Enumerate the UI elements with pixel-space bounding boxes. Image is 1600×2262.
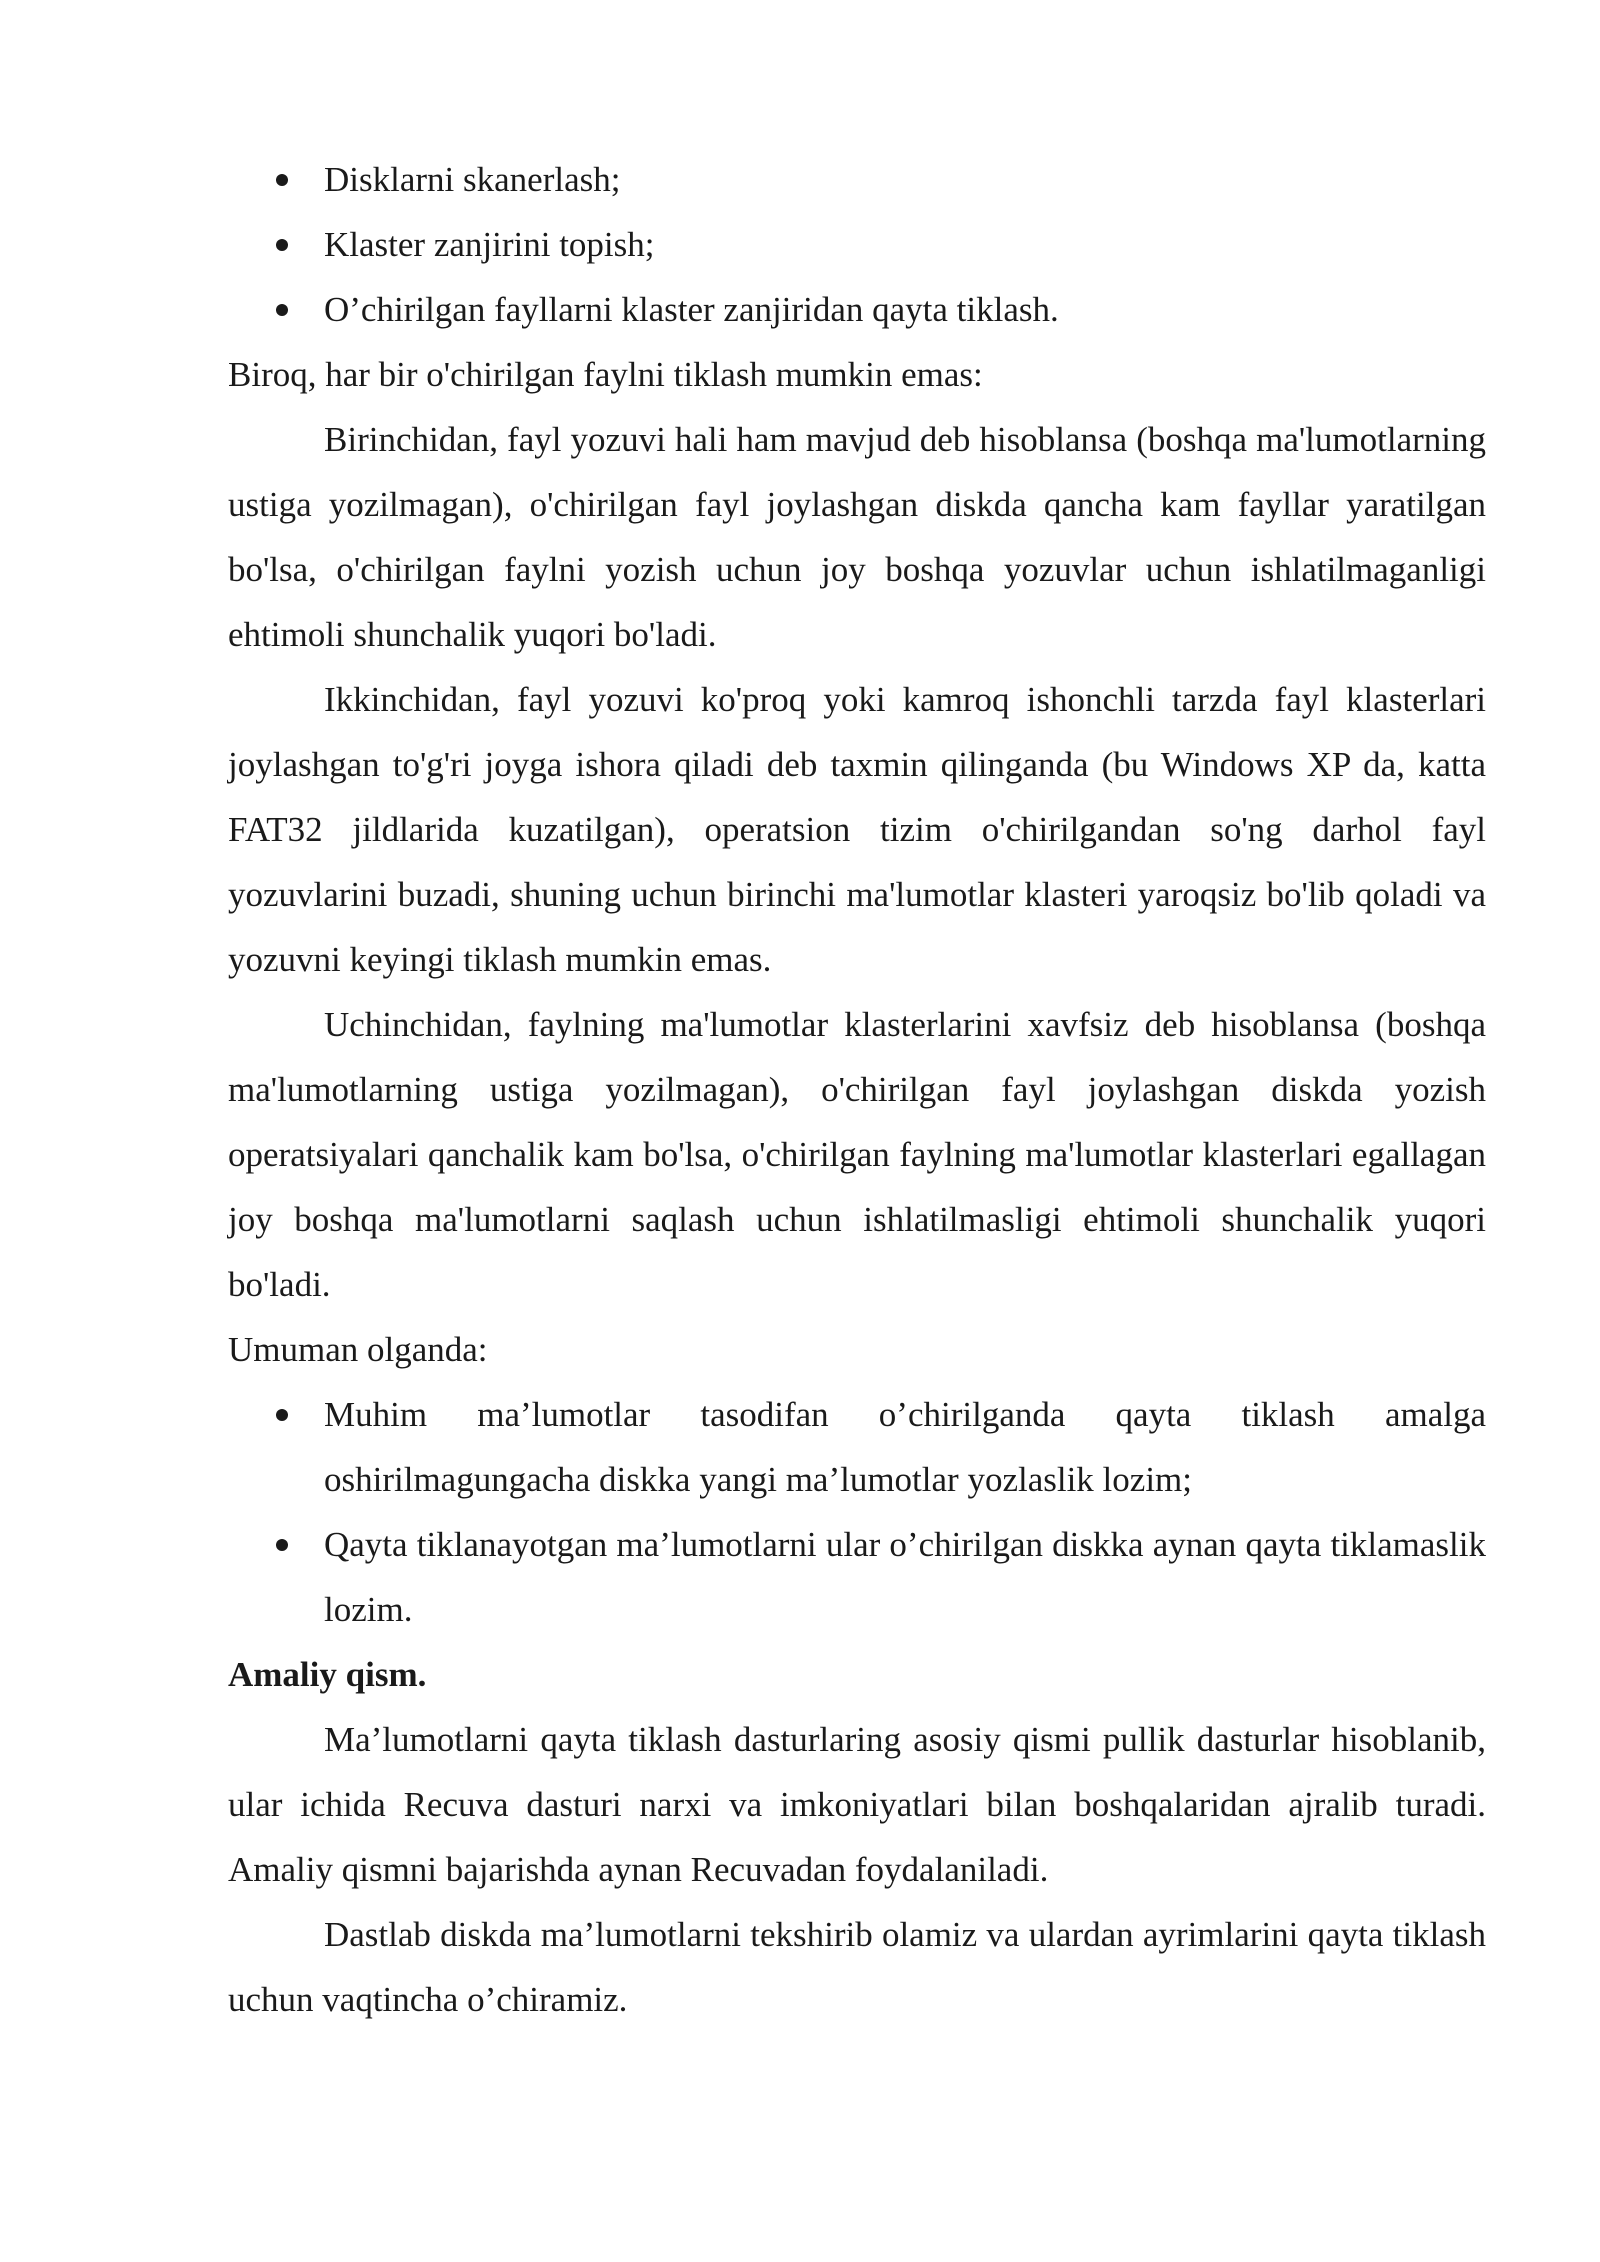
bullet-icon bbox=[276, 1539, 288, 1551]
paragraph-uchinchidan: Uchinchidan, faylning ma'lumotlar klasterlarini xavfsiz deb hisoblansa (boshqa ma'lumotlarning ustiga yozilmagan), o'chirilgan fayl joylashgan diskda yozish operatsiyalari qanchalik kam bo'lsa, o'chirilgan faylning ma'lumotlar klasterlari egallagan joy boshqa ma'lumotlarni saqlash uchun ishlatilmasligi ehtimoli shunchalik yuqori bo'ladi. bbox=[228, 1005, 1486, 1304]
list-item-text: Qayta tiklanayotgan ma’lumotlarni ular o’chirilgan diskka aynan qayta tiklamaslik lozim. bbox=[324, 1525, 1486, 1629]
paragraph-umuman: Umuman olganda: bbox=[228, 1330, 488, 1369]
list-item-text: Muhim ma’lumotlar tasodifan o’chirilganda qayta tiklash amalga oshirilmagungacha diskka yangi ma’lumotlar yozlaslik lozim; bbox=[324, 1395, 1486, 1499]
section-heading: Amaliy qism. bbox=[228, 1655, 427, 1694]
recovery-steps-list bbox=[228, 147, 1486, 342]
paragraph-biroq: Biroq, har bir o'chirilgan faylni tiklash mumkin emas: bbox=[228, 355, 983, 394]
list-item bbox=[324, 212, 1486, 277]
paragraph-dastlab: Dastlab diskda ma’lumotlarni tekshirib olamiz va ulardan ayrimlarini qayta tiklash uchun vaqtincha o’chiramiz. bbox=[228, 1915, 1486, 2019]
document-body bbox=[228, 147, 1486, 2032]
bullet-icon bbox=[276, 239, 288, 251]
recommendations-list bbox=[228, 1382, 1486, 1642]
list-item-text: O’chirilgan fayllarni klaster zanjiridan qayta tiklash. bbox=[324, 290, 1059, 329]
bullet-icon bbox=[276, 1409, 288, 1421]
list-item bbox=[324, 147, 1486, 212]
bullet-icon bbox=[276, 174, 288, 186]
list-item-text: Disklarni skanerlash; bbox=[324, 160, 621, 199]
list-item-text: Klaster zanjirini topish; bbox=[324, 225, 655, 264]
list-item bbox=[324, 1382, 1486, 1512]
paragraph-malumotlarni: Ma’lumotlarni qayta tiklash dasturlaring asosiy qismi pullik dasturlar hisoblanib, ular ichida Recuva dasturi narxi va imkoniyatlari bilan boshqalaridan ajralib turadi. Amaliy qismni bajarishda aynan Recuvadan foydalaniladi. bbox=[228, 1720, 1486, 1889]
bullet-icon bbox=[276, 304, 288, 316]
paragraph-birinchidan: Birinchidan, fayl yozuvi hali ham mavjud deb hisoblansa (boshqa ma'lumotlarning ustiga yozilmagan), o'chirilgan fayl joylashgan diskda qancha kam fayllar yaratilgan bo'lsa, o'chirilgan faylni yozish uchun joy boshqa yozuvlar uchun ishlatilmaganligi ehtimoli shunchalik yuqori bo'ladi. bbox=[228, 420, 1486, 654]
list-item bbox=[324, 277, 1486, 342]
list-item bbox=[324, 1512, 1486, 1642]
paragraph-ikkinchidan: Ikkinchidan, fayl yozuvi ko'proq yoki kamroq ishonchli tarzda fayl klasterlari joylashgan to'g'ri joyga ishora qiladi deb taxmin qilinganda (bu Windows XP da, katta FAT32 jildlarida kuzatilgan), operatsion tizim o'chirilgandan so'ng darhol fayl yozuvlarini buzadi, shuning uchun birinchi ma'lumotlar klasteri yaroqsiz bo'lib qoladi va yozuvni keyingi tiklash mumkin emas. bbox=[228, 680, 1486, 979]
